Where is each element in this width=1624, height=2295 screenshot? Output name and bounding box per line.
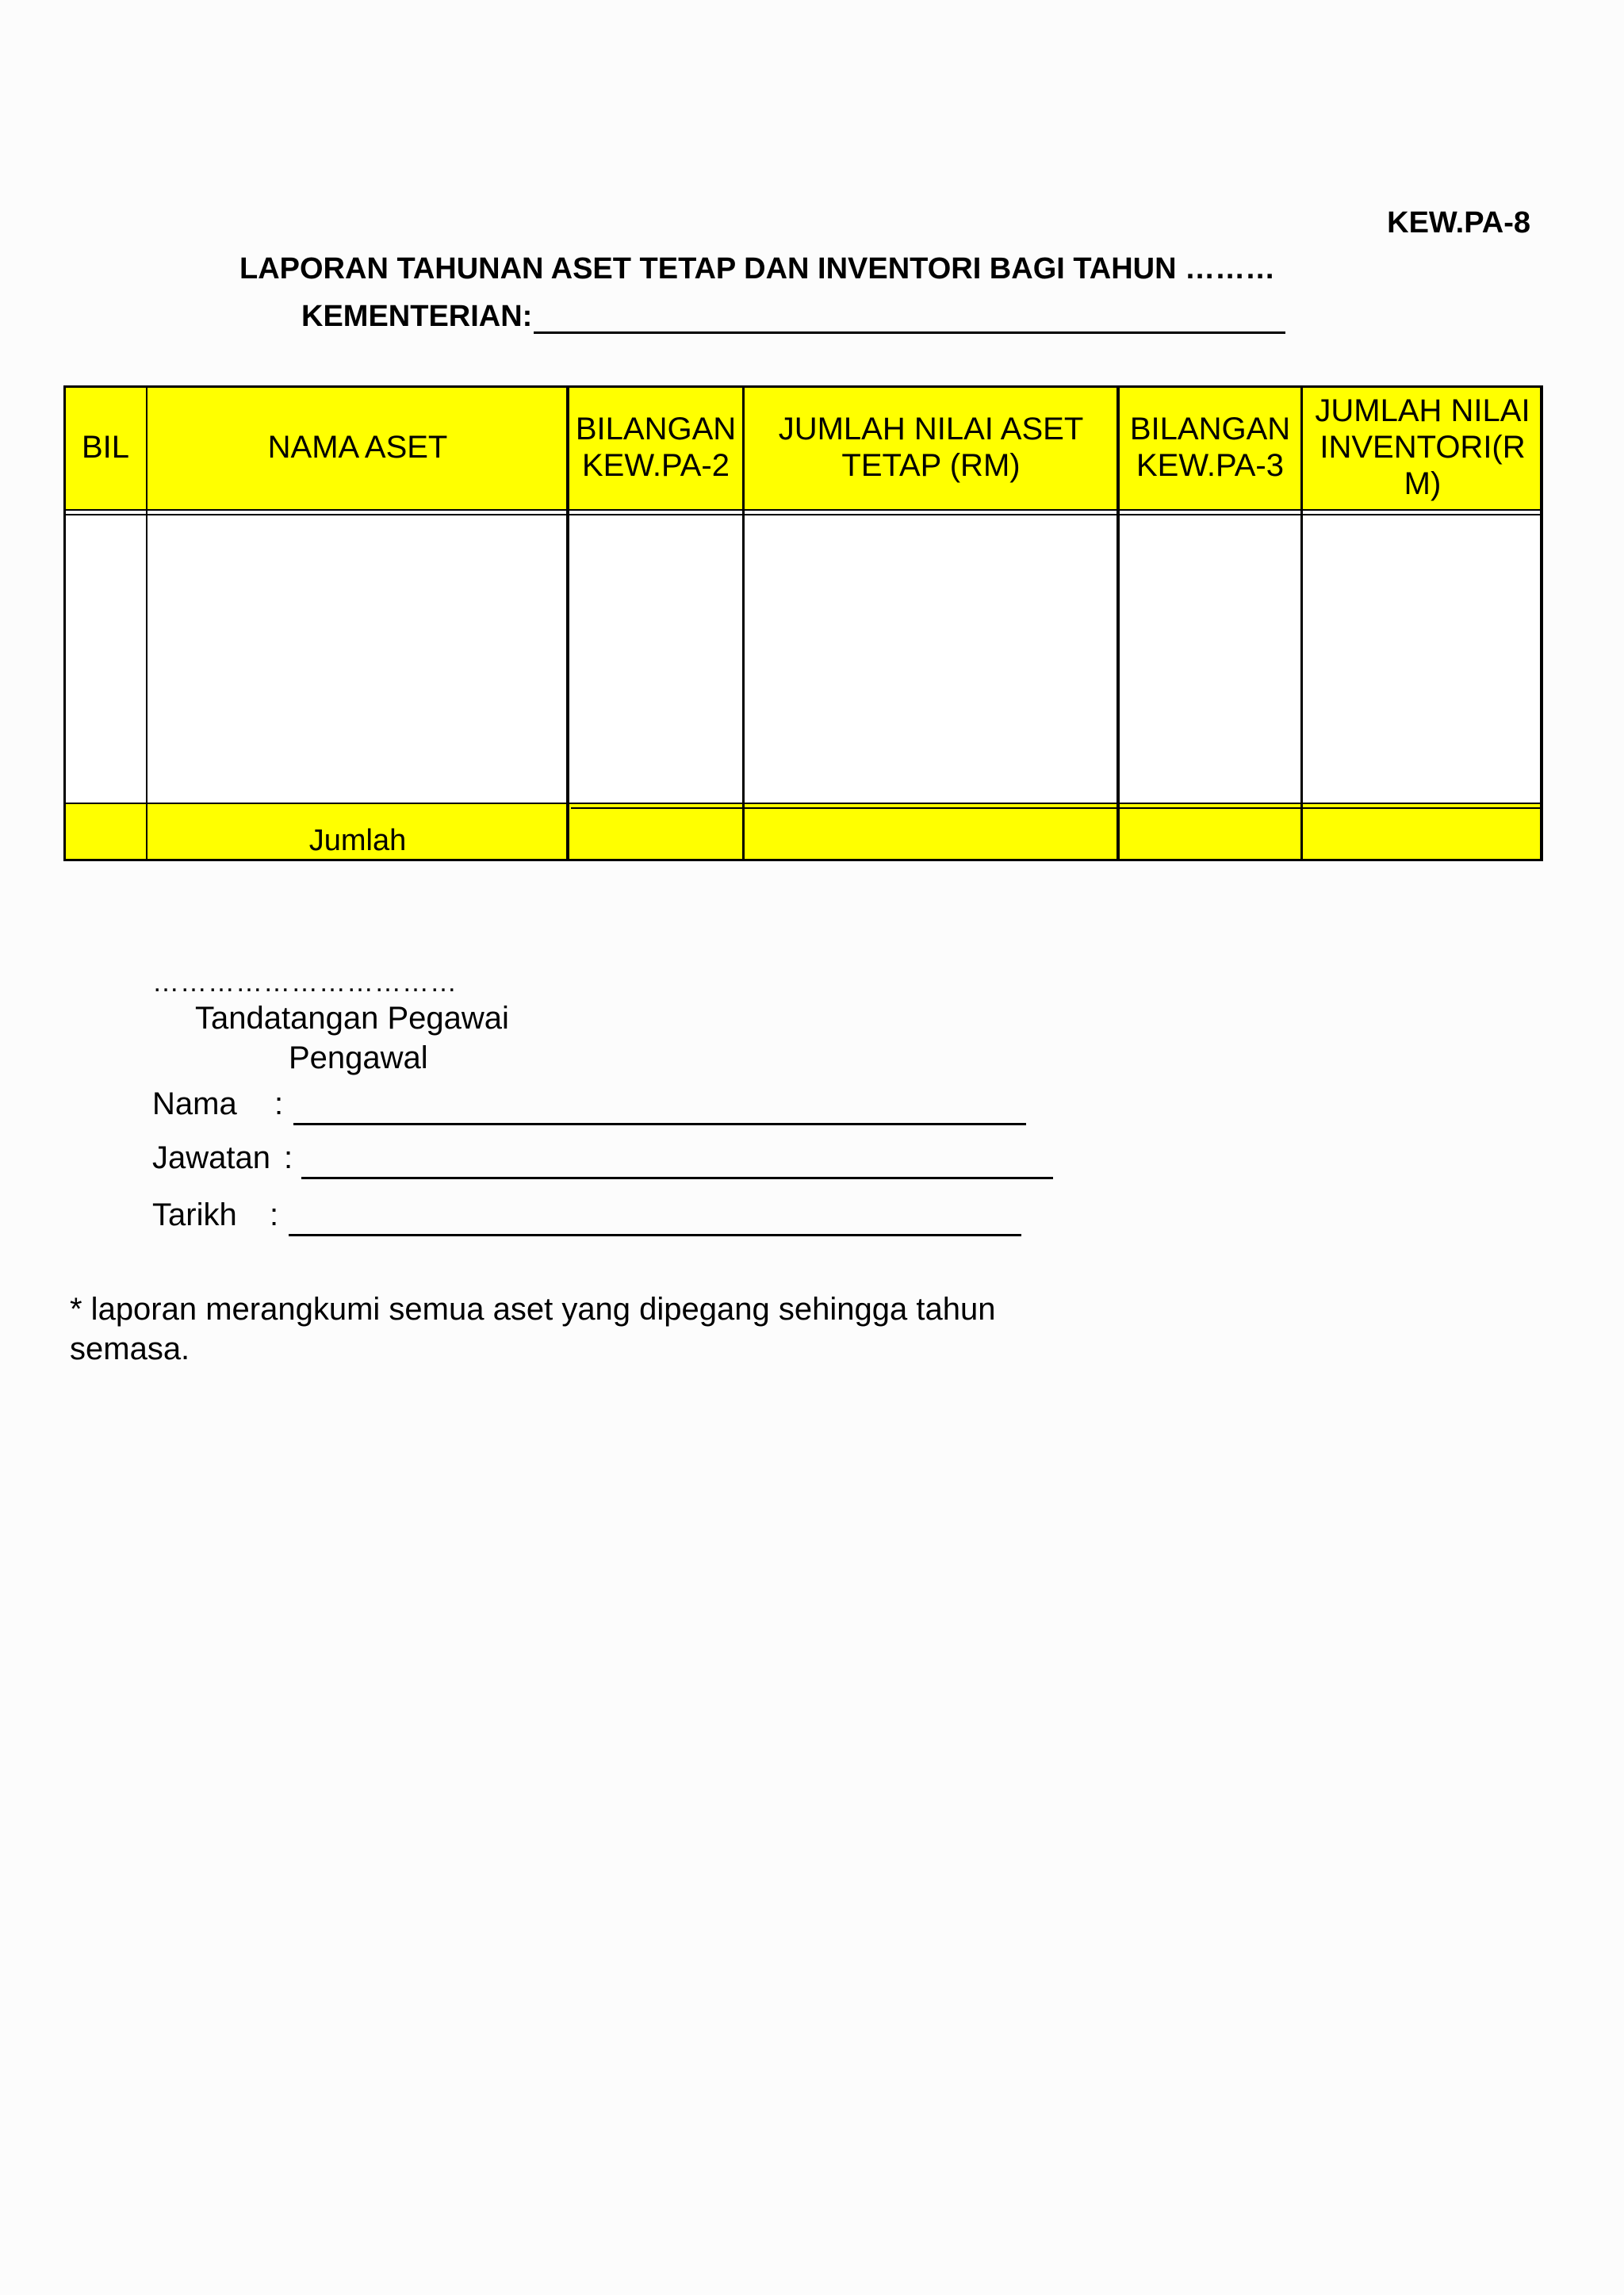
field-colon: :: [284, 1140, 293, 1175]
col-divider-1: [146, 385, 147, 861]
signature-dots: ……………………………: [152, 967, 458, 998]
header-bottom-border: [63, 509, 1543, 511]
signature-title: Tandatangan Pegawai: [195, 1001, 509, 1036]
col-divider-5: [1300, 385, 1303, 861]
signature-title-2: Pengawal: [289, 1040, 428, 1075]
field-colon: :: [274, 1086, 284, 1121]
form-code: KEW.PA-8: [1387, 206, 1530, 239]
report-title: LAPORAN TAHUNAN ASET TETAP DAN INVENTORI BAGI TAHUN ………: [239, 252, 1276, 285]
footnote: * laporan merangkumi semua aset yang dipegang sehingga tahun semasa.: [70, 1292, 996, 1366]
header-jumlah-inventori: JUMLAH NILAI INVENTORI(R M): [1302, 385, 1543, 509]
total-top-border: [63, 803, 1543, 804]
ministry-fill-line[interactable]: [534, 298, 1285, 334]
total-label: Jumlah: [308, 824, 407, 857]
table-left-border: [63, 385, 66, 861]
col-divider-2: [566, 385, 569, 861]
col-divider-3: [742, 385, 745, 861]
field-label-nama: Nama: [152, 1086, 237, 1121]
field-colon: :: [270, 1197, 279, 1232]
nama-input-line[interactable]: [293, 1123, 1026, 1125]
jawatan-input-line[interactable]: [301, 1177, 1053, 1179]
table-body[interactable]: [63, 512, 1543, 803]
report-table: [63, 385, 1543, 861]
table-bottom-border: [63, 859, 1543, 861]
header-bilangan-pa2: BILANGAN KEW.PA-2: [568, 385, 744, 509]
header-jumlah-aset-tetap: JUMLAH NILAI ASET TETAP (RM): [744, 385, 1118, 509]
table-right-border: [1540, 385, 1543, 861]
total-top-border-2: [571, 807, 1543, 809]
header-bil: BIL: [63, 385, 147, 509]
header-bilangan-pa3: BILANGAN KEW.PA-3: [1118, 385, 1302, 509]
col-divider-4: [1116, 385, 1120, 861]
field-label-jawatan: Jawatan: [152, 1140, 270, 1175]
header-bottom-border-2: [63, 514, 1543, 515]
ministry-line: [301, 298, 1285, 334]
table-top-border: [63, 385, 1543, 388]
field-label-tarikh: Tarikh: [152, 1197, 237, 1232]
tarikh-input-line[interactable]: [289, 1234, 1021, 1236]
field-jawatan: [152, 1140, 1072, 1183]
header-nama-aset: NAMA ASET: [147, 385, 568, 509]
field-nama: [152, 1086, 1040, 1129]
ministry-label: KEMENTERIAN:: [301, 300, 533, 333]
field-tarikh: [152, 1197, 1040, 1240]
